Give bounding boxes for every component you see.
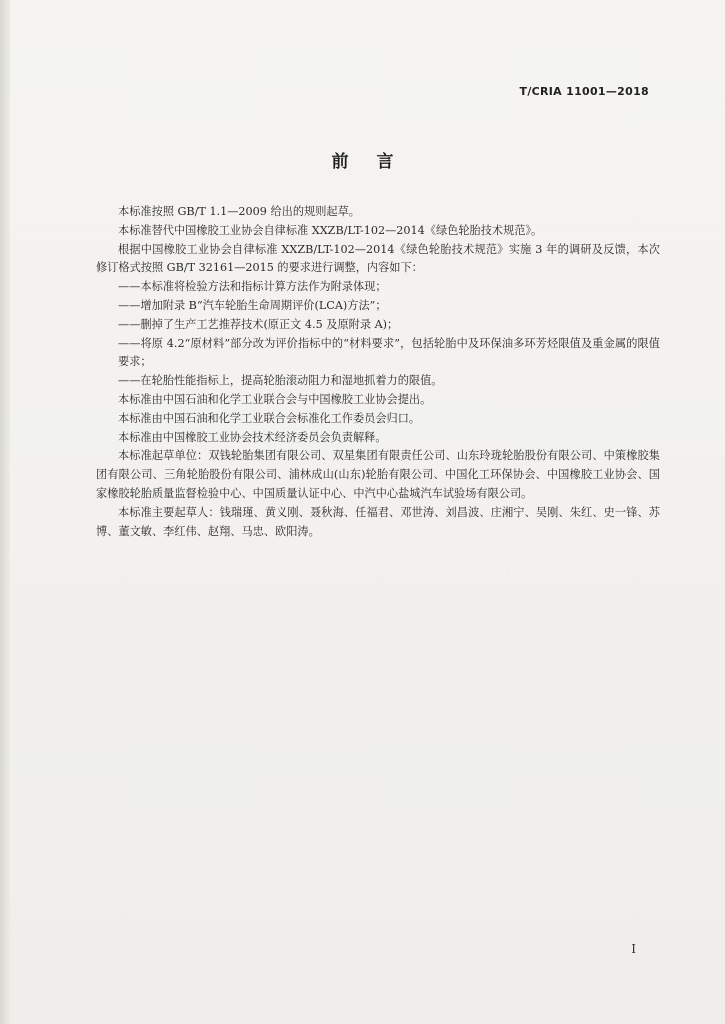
change-item-4: ——将原 4.2“原材料”部分改为评价指标中的“材料要求”，包括轮胎中及环保油多环芳烃限值及重金属的限值要求；: [118, 336, 660, 369]
paragraph-drafting-rule: 本标准按照 GB/T 1.1—2009 给出的规则起草。: [118, 205, 360, 218]
change-item-2: ——增加附录 B“汽车轮胎生命周期评价(LCA)方法”；: [118, 298, 387, 312]
page-title: 前言: [331, 152, 422, 172]
foreword-body: [96, 203, 660, 541]
paragraph-drafting-units: 本标准起草单位：双钱轮胎集团有限公司、双星集团有限责任公司、山东玲珑轮胎股份有限公司、中策橡胶集团有限公司、三角轮胎股份有限公司、浦林成山(山东)轮胎有限公司、中国化工环保协会、中国橡胶工业协会、国家橡胶轮胎质量监督检验中心、中国质量认证中心、中汽中心盐城汽车试验场有限公司。: [96, 449, 660, 500]
paragraph-revision-intro: 根据中国橡胶工业协会自律标准 XXZB/LT-102—2014《绿色轮胎技术规范》实施 3 年的调研及反馈，本次修订格式按照 GB/T 32161—2015 的要求进行调整，内容如下：: [96, 242, 660, 275]
change-item-1: ——本标准将检验方法和指标计算方法作为附录体现；: [118, 280, 387, 294]
change-item-5: ——在轮胎性能指标上，提高轮胎滚动阻力和湿地抓着力的限值。: [118, 374, 443, 388]
paragraph-under-jurisdiction: 本标准由中国石油和化学工业联合会标准化工作委员会归口。: [118, 411, 421, 425]
standard-code: T/CRIA 11001—2018: [519, 85, 649, 98]
paragraph-interpretation: 本标准由中国橡胶工业协会技术经济委员会负责解释。: [118, 430, 387, 444]
page-number: I: [631, 942, 636, 956]
paragraph-proposed-by: 本标准由中国石油和化学工业联合会与中国橡胶工业协会提出。: [118, 392, 432, 406]
paragraph-drafters: 本标准主要起草人：钱瑞瑾、黄义刚、聂秋海、任福君、邓世涛、刘昌波、庄湘宁、吴刚、朱红、史一锋、苏博、董文敏、李红伟、赵翔、马忠、欧阳涛。: [96, 505, 660, 538]
paragraph-replaces: 本标准替代中国橡胶工业协会自律标准 XXZB/LT-102—2014《绿色轮胎技术规范》。: [118, 223, 543, 237]
change-item-3: ——删掉了生产工艺推荐技术(原正文 4.5 及原附录 A)；: [118, 317, 399, 331]
